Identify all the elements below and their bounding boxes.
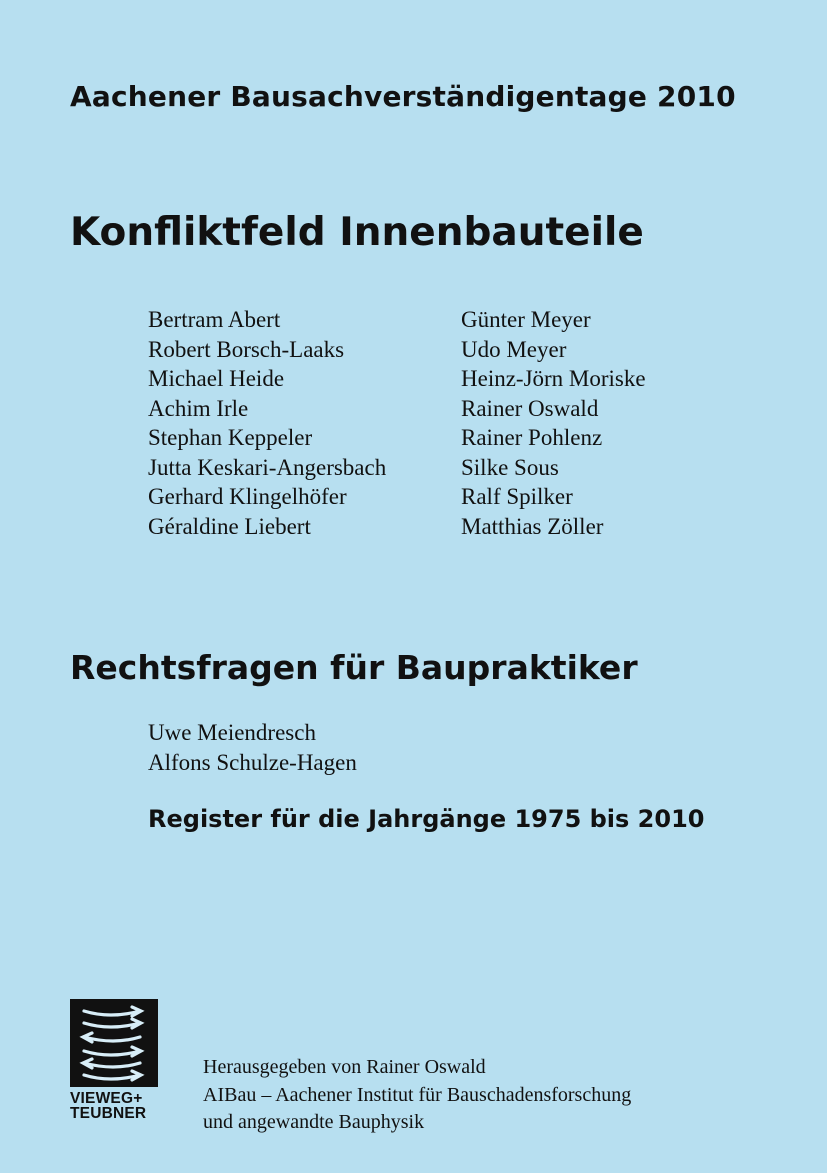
publisher-info [203,1054,631,1137]
authors-list-right [461,305,646,541]
author: Jutta Keskari-Angersbach [148,454,387,480]
publisher-line: Herausgegeben von Rainer Oswald [203,1056,486,1078]
author: Michael Heide [148,366,285,391]
section-authors-list [148,718,357,778]
section-title: Rechtsfragen für Baupraktiker [70,648,638,687]
author: Géraldine Liebert [148,513,311,539]
author: Rainer Pohlenz [461,425,603,450]
author: Alfons Schulze-Hagen [148,750,357,775]
publisher-logo [70,999,160,1121]
author: Udo Meyer [461,336,567,362]
author: Achim Irle [148,395,249,421]
logo-wordmark [70,1091,160,1121]
author: Rainer Oswald [461,395,599,421]
publisher-line: AIBau – Aachener Institut für Bauschadensforschung [203,1083,632,1106]
author: Stephan Keppeler [148,425,313,450]
author: Silke Sous [461,454,559,480]
author: Heinz-Jörn Moriske [461,366,646,391]
authors-list-left [148,305,386,541]
logo-line-1: VIEWEG+ [70,1090,143,1107]
author: Uwe Meiendresch [148,720,316,745]
author: Robert Borsch-Laaks [148,336,345,362]
author: Günter Meyer [461,307,591,332]
logo-line-2: TEUBNER [70,1105,147,1122]
main-title: Konfliktfeld Innenbauteile [70,210,644,255]
publisher-line: und angewandte Bauphysik [203,1111,425,1133]
series-title: Aachener Bausachverständigentage 2010 [70,80,736,113]
author: Bertram Abert [148,307,281,332]
author: Matthias Zöller [461,513,604,539]
author: Ralf Spilker [461,484,573,509]
author: Gerhard Klingelhöfer [148,484,347,509]
register-subtitle: Register für die Jahrgänge 1975 bis 2010 [148,805,705,833]
vieweg-teubner-arrows-icon [70,999,158,1087]
